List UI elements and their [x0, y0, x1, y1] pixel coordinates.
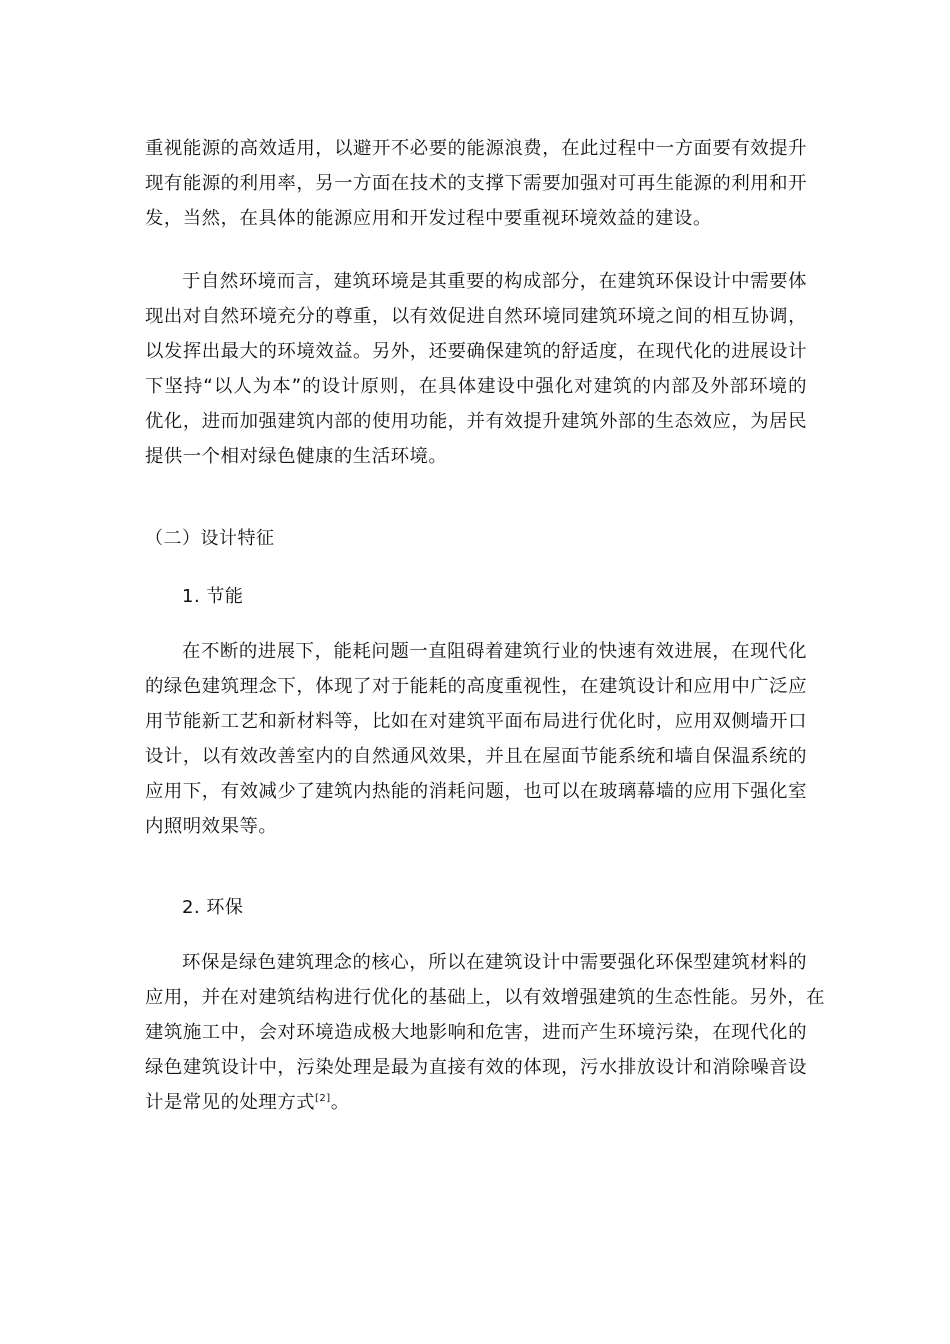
paragraph-line: 于自然环境而言，建筑环境是其重要的构成部分，在建筑环保设计中需要体 [182, 271, 807, 292]
paragraph-line: 优化，进而加强建筑内部的使用功能，并有效提升建筑外部的生态效应，为居民 [145, 411, 807, 432]
paragraph-line: 现有能源的利用率，另一方面在技术的支撑下需要加强对可再生能源的利用和开 [145, 173, 807, 194]
paragraph-energy-efficiency [145, 131, 807, 236]
paragraph-environmental-protection [145, 945, 826, 1120]
paragraph-line: 环保是绿色建筑理念的核心，所以在建筑设计中需要强化环保型建筑材料的 [182, 952, 807, 973]
paragraph-line: 内照明效果等。 [145, 816, 278, 837]
subheading-environmental-protection: 2. 环保 [182, 897, 244, 918]
paragraph-line: 在不断的进展下，能耗问题一直阻碍着建筑行业的快速有效进展，在现代化 [182, 641, 807, 662]
paragraph-line: 以发挥出最大的环境效益。另外，还要确保建筑的舒适度，在现代化的进展设计 [145, 341, 807, 362]
end-punctuation: 。 [330, 1092, 350, 1113]
citation-marker: [2] [315, 1093, 331, 1104]
paragraph-line-text: 计是常见的处理方式 [145, 1092, 316, 1113]
section-heading: （二）设计特征 [145, 528, 275, 549]
paragraph-line-final [145, 1085, 807, 1120]
subheading-energy-saving: 1. 节能 [182, 586, 244, 607]
paragraph-line: 设计，以有效改善室内的自然通风效果，并且在屋面节能系统和墙自保温系统的 [145, 746, 807, 767]
paragraph-built-environment [145, 264, 807, 474]
paragraph-line: 发，当然，在具体的能源应用和开发过程中要重视环境效益的建设。 [145, 208, 712, 229]
paragraph-line: 应用下，有效减少了建筑内热能的消耗问题，也可以在玻璃幕墙的应用下强化室 [145, 781, 807, 802]
paragraph-line: 建筑施工中，会对环境造成极大地影响和危害，进而产生环境污染，在现代化的 [145, 1022, 807, 1043]
paragraph-line: 的绿色建筑理念下，体现了对于能耗的高度重视性，在建筑设计和应用中广泛应 [145, 676, 807, 697]
paragraph-line: 下坚持“以人为本”的设计原则，在具体建设中强化对建筑的内部及外部环境的 [145, 376, 807, 397]
paragraph-line: 绿色建筑设计中，污染处理是最为直接有效的体现，污水排放设计和消除噪音设 [145, 1057, 807, 1078]
paragraph-line: 用节能新工艺和新材料等，比如在对建筑平面布局进行优化时，应用双侧墙开口 [145, 711, 807, 732]
paragraph-line: 重视能源的高效适用，以避开不必要的能源浪费，在此过程中一方面要有效提升 [145, 138, 807, 159]
paragraph-line: 应用，并在对建筑结构进行优化的基础上，以有效增强建筑的生态性能。另外，在 [145, 987, 826, 1008]
paragraph-line: 现出对自然环境充分的尊重，以有效促进自然环境同建筑环境之间的相互协调， [145, 306, 807, 327]
paragraph-line: 提供一个相对绿色健康的生活环境。 [145, 446, 448, 467]
paragraph-energy-saving [145, 634, 807, 844]
